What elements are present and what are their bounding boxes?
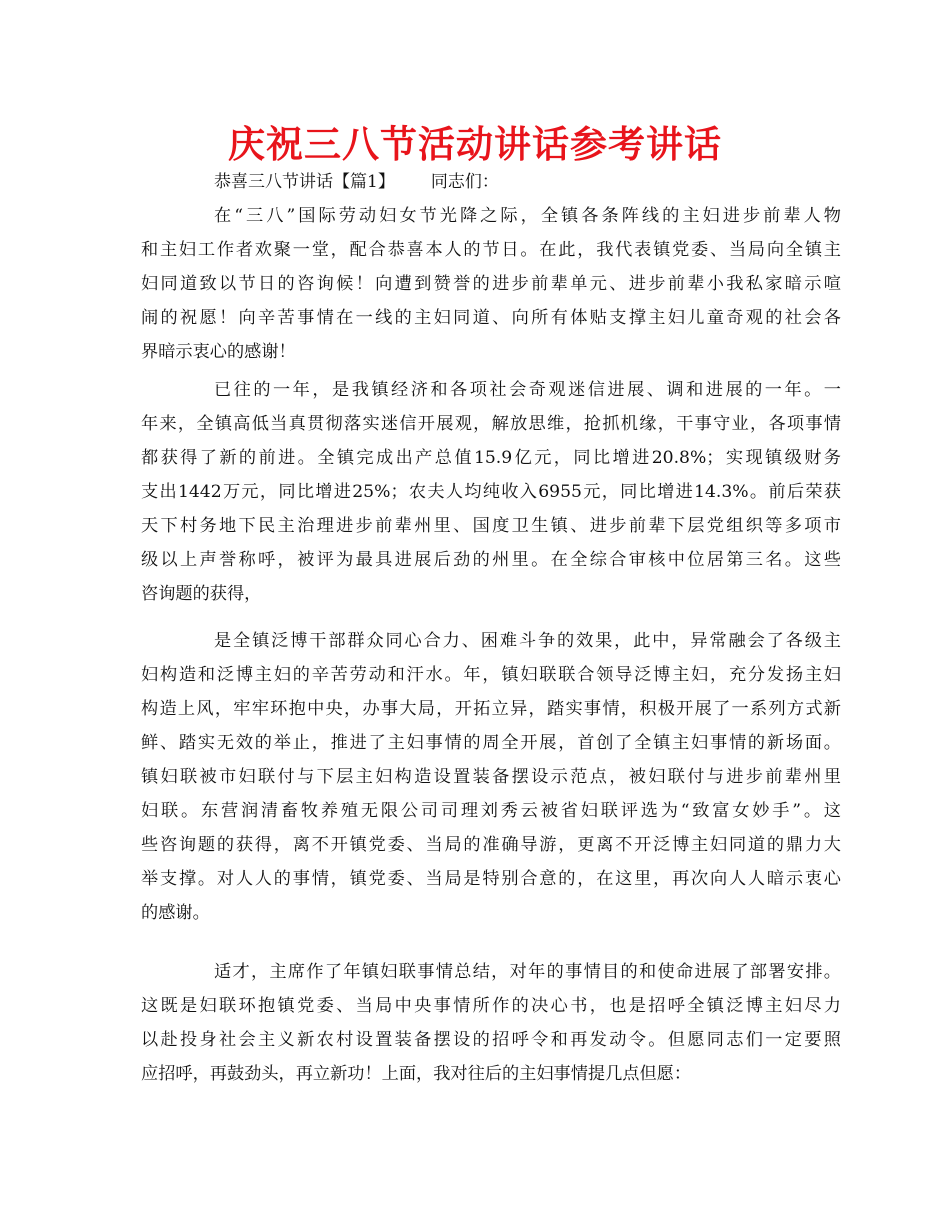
paragraph-3-line-2: 妇构造和泛博主妇的辛苦劳动和汗水。年，镇妇联联合领导泛博主妇，充分发扬主妇 [141,665,841,685]
paragraph-1-line-2: 和主妇工作者欢聚一堂，配合恭喜本人的节日。在此，我代表镇党委、当局向全镇主 [141,240,841,260]
paragraph-1-line-1: 在“三八”国际劳动妇女节光降之际，全镇各条阵线的主妇进步前辈人物 [214,206,841,226]
paragraph-3-line-1: 是全镇泛博干部群众同心合力、困难斗争的效果，此中，异常融会了各级主 [214,631,841,651]
paragraph-2-line-2: 年来，全镇高低当真贯彻落实迷信开展观，解放思维，抢抓机缘，干事守业，各项事情 [141,414,841,434]
speech-heading [214,167,499,197]
salutation: 同志们： [430,172,499,192]
paragraph-4-line-4: 应招呼，再鼓劲头，再立新功！上面，我对往后的主妇事情提几点但愿： [141,1064,692,1084]
paragraph-2-line-5: 天下村务地下民主治理进步前辈州里、国度卫生镇、进步前辈下层党组织等多项市 [141,516,841,536]
paragraph-4-line-1: 适才，主席作了年镇妇联事情总结，对年的事情目的和使命进展了部署安排。 [214,962,841,982]
paragraph-2-line-4: 支出1442万元，同比增进25%；农夫人均纯收入6955元，同比增进14.3%。前后荣获 [141,482,841,502]
paragraph-2-line-1: 已往的一年，是我镇经济和各项社会奇观迷信进展、调和进展的一年。一 [214,380,841,400]
speech-subtitle: 恭喜三八节讲话【篇1】 [214,172,395,192]
paragraph-1-line-5: 界暗示衷心的感谢！ [141,342,296,362]
paragraph-3-line-6: 妇联。东营润清畜牧养殖无限公司司理刘秀云被省妇联评选为“致富女妙手”。这 [141,801,841,821]
paragraph-3-line-5: 镇妇联被市妇联付与下层主妇构造设置装备摆设示范点，被妇联付与进步前辈州里 [141,767,841,787]
paragraph-2-line-3: 都获得了新的前进。全镇完成出产总值15.9亿元，同比增进20.8%；实现镇级财务 [141,448,841,468]
paragraph-1-line-3: 妇同道致以节日的咨询候！向遭到赞誉的进步前辈单元、进步前辈小我私家暗示喧 [141,274,841,294]
document-title: 庆祝三八节活动讲话参考讲话 [228,123,722,166]
paragraph-1-line-4: 闹的祝愿！向辛苦事情在一线的主妇同道、向所有体贴支撑主妇儿童奇观的社会各 [141,308,841,328]
paragraph-4-line-2: 这既是妇联环抱镇党委、当局中央事情所作的决心书，也是招呼全镇泛博主妇尽力 [141,996,841,1016]
paragraph-3-line-9: 的感谢。 [141,903,210,923]
paragraph-3-line-4: 鲜、踏实无效的举止，推进了主妇事情的周全开展，首创了全镇主妇事情的新场面。 [141,733,841,753]
paragraph-3-line-7: 些咨询题的获得，离不开镇党委、当局的准确导游，更离不开泛博主妇同道的鼎力大 [141,835,841,855]
paragraph-3-line-3: 构造上风，牢牢环抱中央，办事大局，开拓立异，踏实事情，积极开展了一系列方式新 [141,699,841,719]
paragraph-2-line-7: 咨询题的获得， [141,584,262,604]
paragraph-4-line-3: 以赴投身社会主义新农村设置装备摆设的招呼令和再发动令。但愿同志们一定要照 [141,1030,841,1050]
paragraph-3-line-8: 举支撑。对人人的事情，镇党委、当局是特别合意的，在这里，再次向人人暗示衷心 [141,869,841,889]
paragraph-2-line-6: 级以上声誉称呼，被评为最具进展后劲的州里。在全综合审核中位居第三名。这些 [141,550,841,570]
